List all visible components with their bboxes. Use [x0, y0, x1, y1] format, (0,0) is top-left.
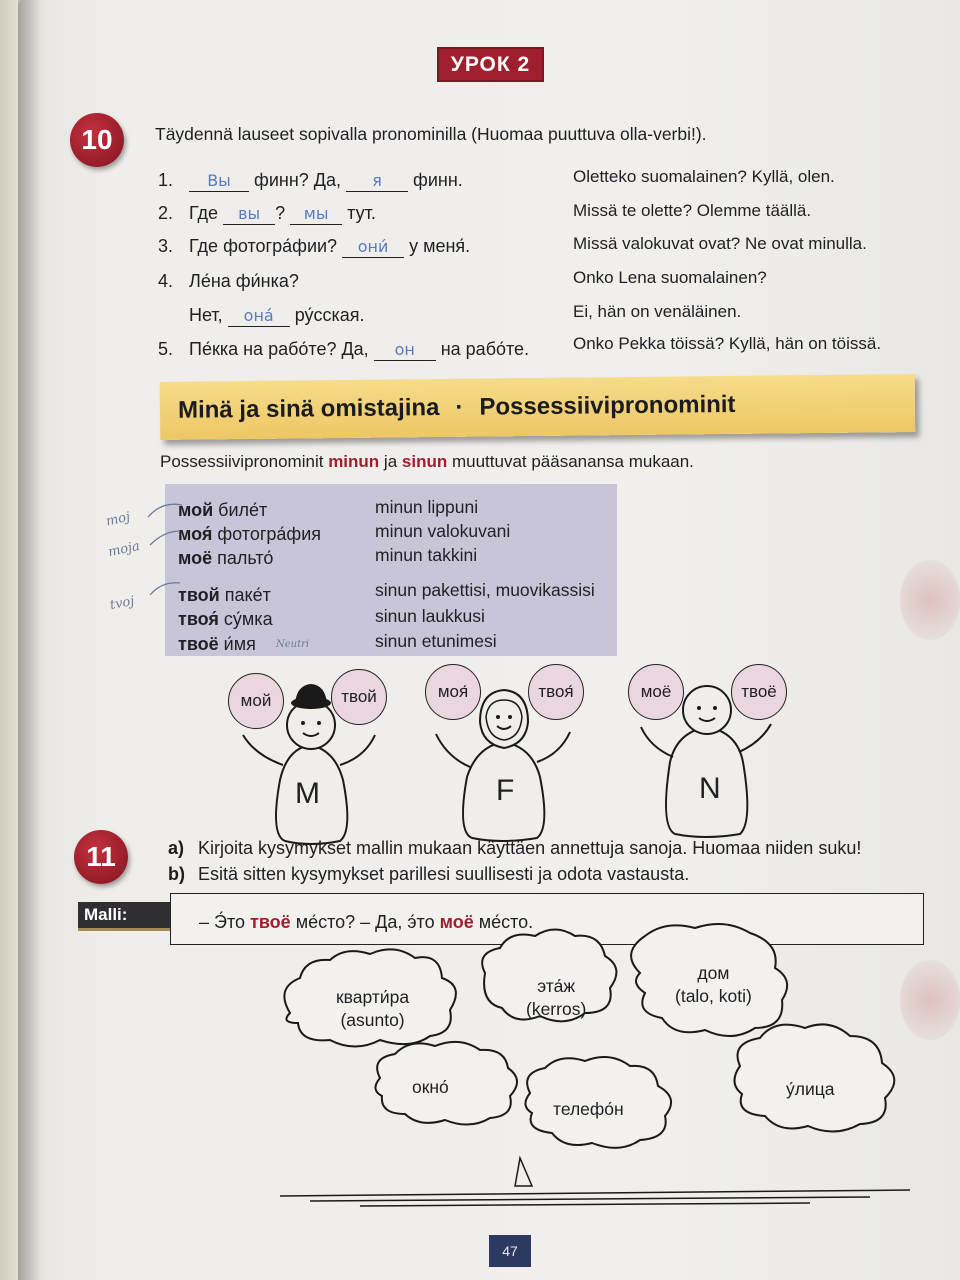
noun: биле́т [218, 500, 268, 520]
intro-text: muuttuvat pääsanansa mukaan. [451, 452, 694, 471]
possessive-translation: sinun laukkusi [375, 606, 485, 626]
intro-text: ja [383, 452, 398, 471]
exercise-line [158, 339, 529, 361]
page-number: 47 [489, 1235, 531, 1267]
cloud-illustration [270, 918, 930, 1208]
section-title-right: Possessiivipronominit [479, 390, 736, 421]
noun: паке́т [224, 585, 271, 605]
exercise-number-badge: 10 [70, 113, 124, 167]
pronoun-bubble: твой [331, 669, 387, 725]
cloud-word [336, 986, 409, 1032]
model-label: Malli: [78, 902, 170, 928]
finnish-translation: Missä valokuvat ovat? Ne ovat minulla. [573, 234, 867, 253]
pronoun-bubble: моё [628, 664, 684, 720]
handwritten-note: moj [104, 509, 132, 530]
noun: пальто́ [217, 548, 274, 568]
gender-letter: F [496, 774, 515, 807]
task-label: a) [168, 838, 185, 858]
bleed-through-mark [900, 560, 960, 640]
cloud-word-ru: эта́ж [537, 976, 576, 996]
handwritten-arrows [140, 495, 200, 605]
pronoun: моё [178, 548, 213, 568]
finnish-translation: Oletteko suomalainen? Kyllä, olen. [573, 167, 835, 186]
pronoun: твоя́ [178, 609, 219, 629]
exercise-line [158, 305, 365, 327]
highlight-word: minun [328, 452, 380, 471]
task-a [168, 838, 861, 859]
pronoun: твоё [178, 634, 219, 654]
line-text: финн. [413, 170, 463, 190]
line-text: ? [275, 203, 286, 223]
handwritten-note: tvoj [108, 593, 136, 614]
cloud-word-fi: (kerros) [526, 998, 587, 1019]
line-number: 5. [158, 339, 174, 359]
highlight-word: sinun [401, 452, 448, 471]
model-text: ме́сто? – Да, э́то [295, 912, 435, 932]
lesson-tag: УРОК 2 [437, 47, 544, 82]
possessive-translation: sinun pakettisi, muovikassisi [375, 580, 595, 600]
possessive-row [178, 634, 256, 655]
finnish-translation: Onko Lena suomalainen? [573, 268, 767, 287]
sailboat-icon [515, 1158, 532, 1186]
line-text: Где [189, 203, 219, 223]
spine-shadow [18, 0, 40, 1280]
cloud-word-fi: (talo, koti) [675, 985, 752, 1006]
line-text: ру́сская. [294, 305, 365, 325]
exercise-line [158, 170, 463, 192]
possessive-translation: sinun etunimesi [375, 631, 497, 651]
finnish-translation: Missä te olette? Olemme täällä. [573, 201, 812, 220]
task-text: Kirjoita kysymykset mallin mukaan käyttäen annettuja sanoja. Huomaa niiden suku! [198, 838, 862, 858]
cloud-word-ru: дом [697, 963, 730, 983]
model-highlight: моё [439, 912, 474, 932]
model-text: – Э́то [199, 912, 246, 932]
filled-blank: Вы [189, 172, 249, 192]
noun: и́мя [223, 634, 256, 654]
cloud-word [675, 962, 752, 1008]
exercise-line [158, 271, 299, 292]
cloud-word: окно́ [412, 1077, 449, 1097]
feminine-figure [422, 662, 592, 842]
cloud-word-fi: (asunto) [340, 1009, 405, 1030]
model-highlight: твоё [250, 912, 291, 932]
line-text: у меня́. [409, 236, 471, 256]
noun: су́мка [223, 609, 273, 629]
exercise-line [158, 236, 470, 258]
pronoun-bubble: мой [228, 673, 284, 729]
possessive-translation: minun takkini [375, 545, 478, 565]
line-number: 3. [158, 236, 174, 256]
filled-blank: мы [290, 205, 342, 225]
task-b [168, 864, 689, 885]
water-strokes [280, 1190, 910, 1206]
filled-blank: он [374, 341, 436, 361]
handwritten-note: moja [106, 538, 142, 561]
line-text: тут. [347, 203, 376, 223]
filled-blank: я [346, 172, 408, 192]
handwritten-note: Neutri [276, 639, 310, 650]
model-label-underline [78, 928, 170, 931]
section-separator: · [455, 393, 464, 421]
cloud-word-ru: кварти́ра [336, 987, 410, 1007]
task-text: Esitä sitten kysymykset parillesi suullisesti ja odota vastausta. [198, 864, 690, 884]
exercise-line [158, 203, 376, 225]
cloud-word [526, 975, 586, 1021]
cloud-word: у́лица [786, 1079, 835, 1099]
line-text: финн? Да, [254, 170, 341, 190]
masculine-figure [225, 665, 395, 845]
neuter-figure [625, 662, 795, 842]
noun: фотогра́фия [217, 524, 322, 544]
possessive-translation: minun lippuni [375, 497, 479, 517]
exercise-instruction: Täydennä lauseet sopivalla pronominilla (Huomaa puuttuva olla-verbi!). [155, 124, 707, 144]
pronoun: моя́ [178, 524, 213, 544]
finnish-translation: Ei, hän on venäläinen. [573, 302, 742, 321]
possessive-translation: minun valokuvani [375, 521, 511, 541]
line-text: на рабо́те. [440, 339, 530, 359]
line-number: 1. [158, 170, 174, 190]
task-label: b) [168, 864, 185, 884]
possessive-intro [160, 452, 694, 472]
exercise-number-badge: 11 [74, 830, 128, 884]
gender-letter: N [699, 772, 721, 805]
gender-letter: M [295, 777, 320, 810]
filled-blank: вы [223, 205, 275, 225]
filled-blank: она́ [228, 307, 290, 327]
section-title-left: Minä ja sinä omistajina [177, 394, 440, 424]
pronoun-bubble: твоё [731, 664, 787, 720]
line-text: Где фотогра́фии? [189, 236, 338, 256]
filled-blank: они́ [342, 238, 404, 258]
possessive-row [178, 609, 273, 630]
intro-text: Possessiivipronominit [160, 452, 324, 471]
section-banner [160, 374, 916, 440]
pronoun-bubble: моя́ [425, 664, 481, 720]
model-text: ме́сто. [478, 912, 534, 932]
line-number: 4. [158, 271, 174, 291]
line-number: 2. [158, 203, 174, 223]
pronoun: твой [178, 585, 220, 605]
line-text: Пе́кка на рабо́те? Да, [189, 339, 369, 359]
pronoun-bubble: твоя́ [528, 664, 584, 720]
pronoun: мой [178, 500, 214, 520]
cloud-word: телефо́н [553, 1099, 624, 1119]
line-text: Нет, [189, 305, 223, 325]
line-text: Ле́на фи́нка? [189, 271, 299, 291]
finnish-translation: Onko Pekka töissä? Kyllä, hän on töissä. [573, 334, 882, 353]
